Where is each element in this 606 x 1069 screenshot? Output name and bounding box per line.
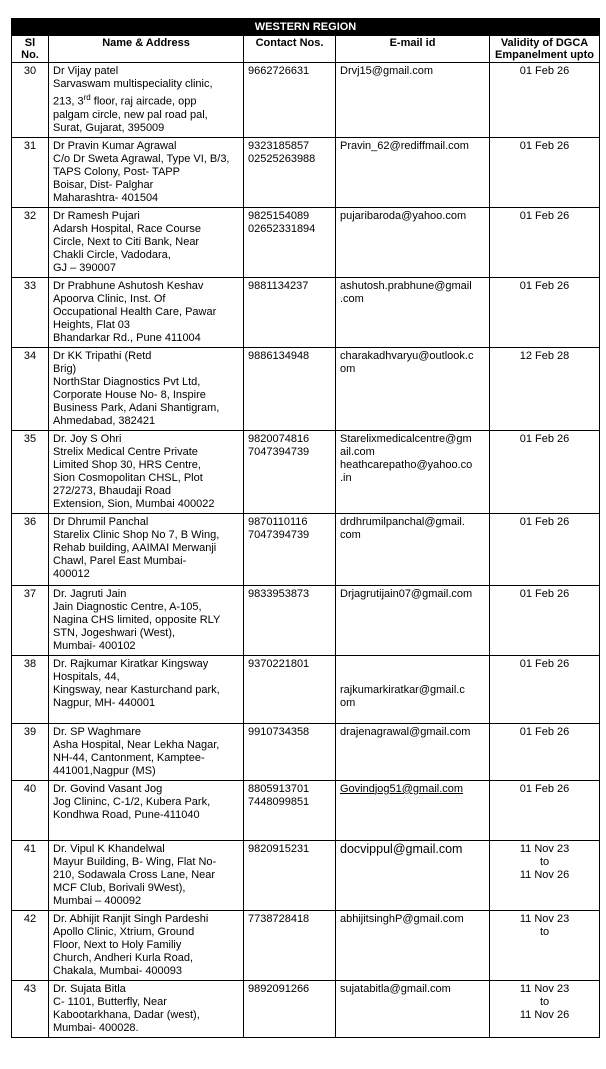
validity-line: 01 Feb 26 xyxy=(519,515,570,528)
name-address xyxy=(49,63,244,138)
email-line: com xyxy=(340,528,361,541)
doctor-name: Dr. Joy S Ohri xyxy=(53,432,122,445)
address-line: TAPS Colony, Post- TAPP xyxy=(53,165,180,178)
email-ids xyxy=(336,840,490,910)
address-line: Chakala, Mumbai- 400093 xyxy=(53,964,183,977)
email-ids xyxy=(336,137,490,207)
validity-line: 12 Feb 28 xyxy=(519,349,570,362)
doctor-name: Dr. Rajkumar Kiratkar Kingsway xyxy=(53,657,209,670)
validity-line: 01 Feb 26 xyxy=(519,587,570,600)
email-line: drdhrumilpanchal@gmail. xyxy=(340,515,465,528)
address-line: Corporate House No- 8, Inspire xyxy=(53,388,206,401)
header-name: Name & Address xyxy=(49,36,244,63)
email-ids xyxy=(336,430,490,513)
validity-line: 01 Feb 26 xyxy=(519,279,570,292)
validity xyxy=(490,840,600,910)
contact-number: 9323185857 xyxy=(248,139,310,152)
serial-number: 30 xyxy=(12,63,49,138)
header-sl-line2: No. xyxy=(21,49,39,61)
address-line: 210, Sodawala Cross Lane, Near xyxy=(53,868,216,881)
name-address xyxy=(49,585,244,655)
contact-numbers xyxy=(244,910,336,980)
contact-numbers xyxy=(244,137,336,207)
address-line: Apoorva Clinic, Inst. Of xyxy=(53,292,166,305)
address-line: Mumbai – 400092 xyxy=(53,894,142,907)
validity xyxy=(490,723,600,780)
email-ids xyxy=(336,980,490,1037)
table-row xyxy=(12,980,600,1037)
table-row xyxy=(12,585,600,655)
name-address xyxy=(49,780,244,840)
address-line: Kingsway, near Kasturchand park, xyxy=(53,683,220,696)
email-ids xyxy=(336,780,490,840)
email-line: ashutosh.prabhune@gmail xyxy=(340,279,472,292)
address-line: Mumbai- 400028. xyxy=(53,1021,139,1034)
serial-number: 40 xyxy=(12,780,49,840)
address-line: Chawl, Parel East Mumbai- xyxy=(53,554,187,567)
address-line: Strelix Medical Centre Private xyxy=(53,445,198,458)
serial-number: 32 xyxy=(12,207,49,277)
validity-line: 11 Nov 26 xyxy=(519,1008,570,1021)
doctor-name: Dr Ramesh Pujari xyxy=(53,209,140,222)
name-address xyxy=(49,655,244,723)
validity xyxy=(490,910,600,980)
address-line: Adarsh Hospital, Race Course xyxy=(53,222,201,235)
contact-numbers xyxy=(244,585,336,655)
contact-number: 9820915231 xyxy=(248,842,310,855)
email-line: sujatabitla@gmail.com xyxy=(340,982,451,995)
table-row xyxy=(12,63,600,138)
table-row xyxy=(12,840,600,910)
name-address xyxy=(49,840,244,910)
validity-line: 01 Feb 26 xyxy=(519,782,570,795)
validity xyxy=(490,655,600,723)
contact-number: 9910734358 xyxy=(248,725,310,738)
address-line: Floor, Next to Holy Familiy xyxy=(53,938,182,951)
address-line: Kabootarkhana, Dadar (west), xyxy=(53,1008,200,1021)
email-ids xyxy=(336,347,490,430)
address-line: C- 1101, Butterfly, Near xyxy=(53,995,167,1008)
name-address xyxy=(49,137,244,207)
email-line: heathcarepatho@yahoo.co xyxy=(340,458,473,471)
header-validity-line2: Empanelment upto xyxy=(495,49,595,61)
address-line: 400012 xyxy=(53,567,90,580)
contact-number: 9892091266 xyxy=(248,982,310,995)
name-address xyxy=(49,277,244,347)
email-ids xyxy=(336,585,490,655)
address-line: Bhandarkar Rd., Pune 411004 xyxy=(53,331,201,344)
header-sl xyxy=(12,36,49,63)
doctor-name: Dr. Sujata Bitla xyxy=(53,982,126,995)
region-title: WESTERN REGION xyxy=(12,19,600,36)
email-ids xyxy=(336,207,490,277)
email-line: drajenagrawal@gmail.com xyxy=(340,725,471,738)
address-line: NH-44, Cantonment, Kamptee- xyxy=(53,751,205,764)
address-line: Rehab building, AAIMAI Merwanji xyxy=(53,541,217,554)
validity-line: 01 Feb 26 xyxy=(519,657,570,670)
empanelment-table xyxy=(11,18,600,1038)
doctor-name: Dr Dhrumil Panchal xyxy=(53,515,149,528)
validity xyxy=(490,63,600,138)
email-ids xyxy=(336,655,490,723)
contact-number: 9820074816 xyxy=(248,432,310,445)
validity xyxy=(490,347,600,430)
address-line: Maharashtra- 401504 xyxy=(53,191,159,204)
validity xyxy=(490,430,600,513)
doctor-name: Dr KK Tripathi (Retd xyxy=(53,349,152,362)
validity-line: 01 Feb 26 xyxy=(519,432,570,445)
name-address xyxy=(49,980,244,1037)
contact-number: 9825154089 xyxy=(248,209,310,222)
validity-line: to xyxy=(539,925,550,938)
email-line xyxy=(340,658,485,671)
serial-number: 39 xyxy=(12,723,49,780)
address-line: Mumbai- 400102 xyxy=(53,639,136,652)
address-line: Extension, Sion, Mumbai 400022 xyxy=(53,497,215,510)
address-line: Sarvaswam multispeciality clinic, xyxy=(53,78,213,90)
doctor-name: Dr. Jagruti Jain xyxy=(53,587,127,600)
email-line: om xyxy=(340,696,356,709)
email-ids xyxy=(336,723,490,780)
doctor-name: Dr Pravin Kumar Agrawal xyxy=(53,139,177,152)
doctor-name: Dr. Abhijit Ranjit Singh Pardeshi xyxy=(53,912,209,925)
contact-number: 7448099851 xyxy=(248,795,310,808)
validity-line: 01 Feb 26 xyxy=(519,209,570,222)
address-line: Surat, Gujarat, 395009 xyxy=(53,121,165,134)
email-line: charakadhvaryu@outlook.c xyxy=(340,349,474,362)
address-line: GJ – 390007 xyxy=(53,261,116,274)
serial-number: 41 xyxy=(12,840,49,910)
email-ids xyxy=(336,63,490,138)
table-row xyxy=(12,430,600,513)
contact-number: 02525263988 xyxy=(248,152,316,165)
address-line: Kondhwa Road, Pune-411040 xyxy=(53,808,200,821)
table-row xyxy=(12,347,600,430)
serial-number: 35 xyxy=(12,430,49,513)
contact-numbers xyxy=(244,723,336,780)
validity xyxy=(490,137,600,207)
address-line: 213, 3rd floor, raj aircade, opp xyxy=(53,93,197,108)
table-row xyxy=(12,723,600,780)
contact-numbers xyxy=(244,980,336,1037)
contact-numbers xyxy=(244,277,336,347)
address-line: Boisar, Dist- Palghar xyxy=(53,178,154,191)
contact-number: 02652331894 xyxy=(248,222,316,235)
address-line: Circle, Next to Citi Bank, Near xyxy=(53,235,200,248)
address-line: Nagpur, MH- 440001 xyxy=(53,696,156,709)
contact-number: 7047394739 xyxy=(248,528,310,541)
serial-number: 31 xyxy=(12,137,49,207)
address-line: Business Park, Adani Shantigram, xyxy=(53,401,220,414)
validity-line: 01 Feb 26 xyxy=(519,65,570,77)
email-ids xyxy=(336,513,490,585)
email-line: .com xyxy=(340,292,364,305)
header-contact: Contact Nos. xyxy=(244,36,336,63)
header-validity-line1: Validity of DGCA xyxy=(500,37,589,49)
serial-number: 36 xyxy=(12,513,49,585)
contact-number: 7738728418 xyxy=(248,912,310,925)
email-ids xyxy=(336,910,490,980)
table-row xyxy=(12,513,600,585)
address-line: Sion Cosmopolitan CHSL, Plot xyxy=(53,471,203,484)
email-line: Govindjog51@gmail.com xyxy=(340,782,464,795)
table-row xyxy=(12,207,600,277)
table-row xyxy=(12,780,600,840)
name-address xyxy=(49,347,244,430)
address-line: 272/273, Bhaudaji Road xyxy=(53,484,172,497)
doctor-name: Dr. Govind Vasant Jog xyxy=(53,782,163,795)
contact-numbers xyxy=(244,63,336,138)
email-line: pujaribaroda@yahoo.com xyxy=(340,209,467,222)
validity xyxy=(490,277,600,347)
contact-number: 9870110116 xyxy=(248,515,308,528)
serial-number: 34 xyxy=(12,347,49,430)
contact-numbers xyxy=(244,840,336,910)
address-line: Occupational Health Care, Pawar xyxy=(53,305,217,318)
contact-numbers xyxy=(244,513,336,585)
email-line: docvippul@gmail.com xyxy=(340,841,463,856)
contact-number: 9662726631 xyxy=(248,65,310,77)
address-line: NorthStar Diagnostics Pvt Ltd, xyxy=(53,375,201,388)
validity-line: 01 Feb 26 xyxy=(519,725,570,738)
contact-number: 9881134237 xyxy=(248,279,309,292)
address-line: Jain Diagnostic Centre, A-105, xyxy=(53,600,202,613)
name-address xyxy=(49,430,244,513)
name-address xyxy=(49,723,244,780)
contact-number: 9370221801 xyxy=(248,657,310,670)
validity-line: 11 Nov 23 xyxy=(519,982,570,995)
contact-number: 7047394739 xyxy=(248,445,310,458)
address-line: palgam circle, new pal road pal, xyxy=(53,108,208,121)
doctor-name: Dr. Vipul K Khandelwal xyxy=(53,842,165,855)
name-address xyxy=(49,513,244,585)
address-line: Mayur Building, B- Wing, Flat No- xyxy=(53,855,217,868)
contact-number: 8805913701 xyxy=(248,782,310,795)
email-line: om xyxy=(340,362,356,375)
ordinal-suffix: rd xyxy=(83,93,91,102)
doctor-name: Dr Vijay patel xyxy=(53,65,119,77)
table-row xyxy=(12,137,600,207)
table-row xyxy=(12,910,600,980)
serial-number: 38 xyxy=(12,655,49,723)
contact-numbers xyxy=(244,780,336,840)
email-line: Drjagrutijain07@gmail.com xyxy=(340,587,473,600)
address-line: Ahmedabad, 382421 xyxy=(53,414,156,427)
serial-number: 37 xyxy=(12,585,49,655)
header-sl-line1: Sl xyxy=(24,37,36,49)
address-line: STN, Jogeshwari (West), xyxy=(53,626,176,639)
table-row xyxy=(12,277,600,347)
address-line: 441001,Nagpur (MS) xyxy=(53,764,156,777)
doctor-name: Dr Prabhune Ashutosh Keshav xyxy=(53,279,204,292)
email-line: .in xyxy=(340,471,352,484)
validity xyxy=(490,780,600,840)
validity xyxy=(490,980,600,1037)
email-line: Pravin_62@rediffmail.com xyxy=(340,139,469,152)
contact-numbers xyxy=(244,347,336,430)
address-line: Heights, Flat 03 xyxy=(53,318,131,331)
address-line: Asha Hospital, Near Lekha Nagar, xyxy=(53,738,220,751)
address-line: Nagina CHS limited, opposite RLY xyxy=(53,613,221,626)
validity-line: 11 Nov 23 xyxy=(519,912,570,925)
address-line: Jog Clininc, C-1/2, Kubera Park, xyxy=(53,795,211,808)
email-line: abhijitsinghP@gmail.com xyxy=(340,912,464,925)
serial-number: 43 xyxy=(12,980,49,1037)
name-address xyxy=(49,207,244,277)
serial-number: 33 xyxy=(12,277,49,347)
email-line: Starelixmedicalcentre@gm xyxy=(340,432,472,445)
validity-line: to xyxy=(539,855,550,868)
header-email: E-mail id xyxy=(336,36,490,63)
address-line: Church, Andheri Kurla Road, xyxy=(53,951,194,964)
address-line: Limited Shop 30, HRS Centre, xyxy=(53,458,201,471)
validity xyxy=(490,513,600,585)
validity-line: to xyxy=(539,995,550,1008)
contact-number: 9886134948 xyxy=(248,349,310,362)
contact-numbers xyxy=(244,207,336,277)
validity-line: 11 Nov 26 xyxy=(519,868,570,881)
email-line: ail.com xyxy=(340,445,375,458)
contact-numbers xyxy=(244,655,336,723)
validity-line: 01 Feb 26 xyxy=(519,139,570,152)
address-line: Chakli Circle, Vadodara, xyxy=(53,248,171,261)
address-line: Hospitals, 44, xyxy=(53,670,120,683)
address-line: C/o Dr Sweta Agrawal, Type VI, B/3, xyxy=(53,152,230,165)
validity xyxy=(490,585,600,655)
address-line: Apollo Clinic, Xtrium, Ground xyxy=(53,925,195,938)
validity-line: 11 Nov 23 xyxy=(519,842,570,855)
address-line: Starelix Clinic Shop No 7, B Wing, xyxy=(53,528,220,541)
email-ids xyxy=(336,277,490,347)
email-line: rajkumarkiratkar@gmail.c xyxy=(340,683,465,696)
doctor-name: Dr. SP Waghmare xyxy=(53,725,142,738)
serial-number: 42 xyxy=(12,910,49,980)
validity xyxy=(490,207,600,277)
address-line: MCF Club, Borivali 9West), xyxy=(53,881,186,894)
contact-number: 9833953873 xyxy=(248,587,310,600)
name-address xyxy=(49,910,244,980)
address-line: Brig) xyxy=(53,362,77,375)
email-line: Drvj15@gmail.com xyxy=(340,65,434,77)
table-row xyxy=(12,655,600,723)
header-validity xyxy=(490,36,600,63)
email-line xyxy=(340,671,485,684)
contact-numbers xyxy=(244,430,336,513)
